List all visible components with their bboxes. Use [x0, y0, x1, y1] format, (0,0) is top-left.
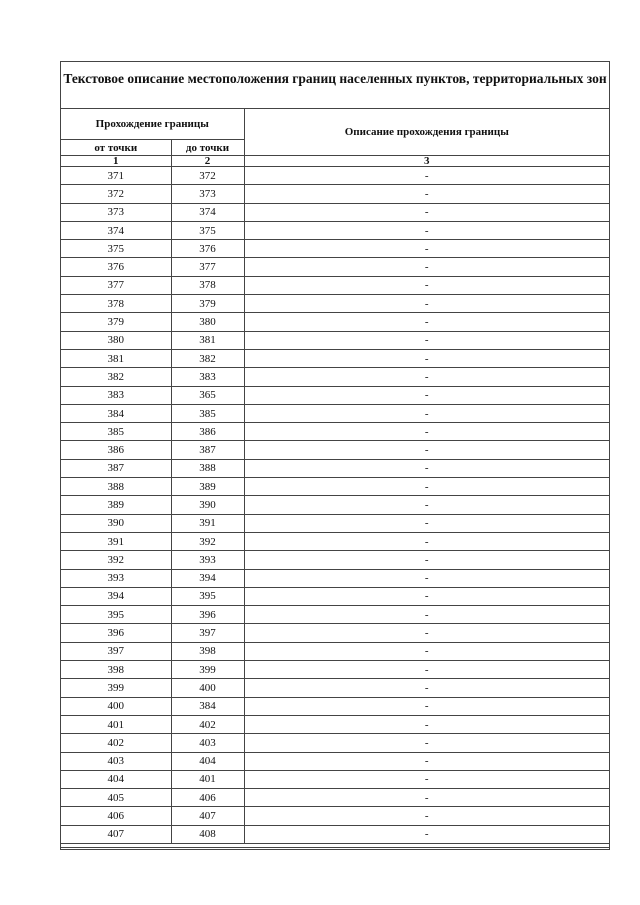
to-point-cell: 387 — [171, 441, 244, 459]
from-point-cell: 383 — [61, 386, 171, 404]
to-point-cell: 374 — [171, 203, 244, 221]
header-col3-number: 3 — [244, 156, 609, 167]
from-point-cell: 397 — [61, 642, 171, 660]
to-point-cell: 391 — [171, 514, 244, 532]
to-point-cell: 388 — [171, 459, 244, 477]
from-point-cell: 404 — [61, 770, 171, 788]
to-point-cell: 394 — [171, 569, 244, 587]
description-cell: - — [244, 606, 609, 624]
document-title: Текстовое описание местоположения границ населенных пунктов, территориальных зон — [61, 62, 609, 109]
table-row — [61, 825, 609, 843]
table-row — [61, 514, 609, 532]
from-point-cell: 388 — [61, 478, 171, 496]
description-cell: - — [244, 258, 609, 276]
table-row — [61, 770, 609, 788]
from-point-cell: 395 — [61, 606, 171, 624]
to-point-cell: 406 — [171, 789, 244, 807]
to-point-cell: 380 — [171, 313, 244, 331]
description-cell: - — [244, 221, 609, 239]
table-row — [61, 569, 609, 587]
description-cell: - — [244, 734, 609, 752]
from-point-cell: 401 — [61, 715, 171, 733]
from-point-cell: 380 — [61, 331, 171, 349]
from-point-cell: 372 — [61, 185, 171, 203]
to-point-cell: 398 — [171, 642, 244, 660]
table-row — [61, 240, 609, 258]
table-row — [61, 167, 609, 185]
table-row — [61, 496, 609, 514]
from-point-cell: 382 — [61, 368, 171, 386]
to-point-cell: 383 — [171, 368, 244, 386]
description-cell: - — [244, 349, 609, 367]
header-row-group — [61, 109, 609, 140]
description-cell: - — [244, 551, 609, 569]
description-cell: - — [244, 203, 609, 221]
table-row — [61, 807, 609, 825]
from-point-cell: 377 — [61, 276, 171, 294]
from-point-cell: 403 — [61, 752, 171, 770]
table-row — [61, 313, 609, 331]
description-cell: - — [244, 423, 609, 441]
from-point-cell: 371 — [61, 167, 171, 185]
from-point-cell: 375 — [61, 240, 171, 258]
table-row — [61, 679, 609, 697]
to-point-cell: 384 — [171, 697, 244, 715]
from-point-cell: 390 — [61, 514, 171, 532]
description-cell: - — [244, 386, 609, 404]
to-point-cell: 373 — [171, 185, 244, 203]
header-description-cell: Описание прохождения границы — [244, 109, 609, 156]
description-cell: - — [244, 825, 609, 843]
to-point-cell: 399 — [171, 661, 244, 679]
description-cell: - — [244, 770, 609, 788]
table-row — [61, 331, 609, 349]
table-row — [61, 661, 609, 679]
description-cell: - — [244, 789, 609, 807]
to-point-cell: 365 — [171, 386, 244, 404]
to-point-cell: 381 — [171, 331, 244, 349]
from-point-cell: 373 — [61, 203, 171, 221]
to-point-cell: 396 — [171, 606, 244, 624]
description-cell: - — [244, 532, 609, 550]
to-point-cell: 377 — [171, 258, 244, 276]
to-point-cell: 404 — [171, 752, 244, 770]
to-point-cell: 372 — [171, 167, 244, 185]
bottom-rule — [60, 847, 610, 848]
description-cell: - — [244, 459, 609, 477]
description-cell: - — [244, 661, 609, 679]
from-point-cell: 391 — [61, 532, 171, 550]
description-cell: - — [244, 715, 609, 733]
description-cell: - — [244, 331, 609, 349]
description-cell: - — [244, 697, 609, 715]
from-point-cell: 386 — [61, 441, 171, 459]
from-point-cell: 378 — [61, 295, 171, 313]
to-point-cell: 395 — [171, 587, 244, 605]
to-point-cell: 385 — [171, 404, 244, 422]
description-cell: - — [244, 185, 609, 203]
header-to-cell: до точки — [171, 140, 244, 156]
from-point-cell: 392 — [61, 551, 171, 569]
to-point-cell: 402 — [171, 715, 244, 733]
header-col1-number: 1 — [61, 156, 171, 167]
table-row — [61, 295, 609, 313]
description-cell: - — [244, 587, 609, 605]
table-row — [61, 386, 609, 404]
table-row — [61, 368, 609, 386]
description-cell: - — [244, 313, 609, 331]
header-group-cell: Прохождение границы — [61, 109, 244, 140]
from-point-cell: 381 — [61, 349, 171, 367]
description-cell: - — [244, 368, 609, 386]
table-row — [61, 587, 609, 605]
to-point-cell: 376 — [171, 240, 244, 258]
from-point-cell: 389 — [61, 496, 171, 514]
table-row — [61, 734, 609, 752]
boundary-table — [61, 109, 609, 844]
to-point-cell: 379 — [171, 295, 244, 313]
table-row — [61, 423, 609, 441]
header-row-numbers — [61, 156, 609, 167]
from-point-cell: 405 — [61, 789, 171, 807]
to-point-cell: 389 — [171, 478, 244, 496]
description-cell: - — [244, 276, 609, 294]
description-cell: - — [244, 807, 609, 825]
to-point-cell: 401 — [171, 770, 244, 788]
table-row — [61, 715, 609, 733]
description-cell: - — [244, 496, 609, 514]
description-cell: - — [244, 167, 609, 185]
table-row — [61, 642, 609, 660]
to-point-cell: 407 — [171, 807, 244, 825]
description-cell: - — [244, 642, 609, 660]
from-point-cell: 393 — [61, 569, 171, 587]
table-row — [61, 258, 609, 276]
description-cell: - — [244, 441, 609, 459]
from-point-cell: 399 — [61, 679, 171, 697]
to-point-cell: 403 — [171, 734, 244, 752]
table-row — [61, 349, 609, 367]
to-point-cell: 390 — [171, 496, 244, 514]
table-row — [61, 789, 609, 807]
table-row — [61, 551, 609, 569]
document-frame — [60, 61, 610, 850]
table-row — [61, 185, 609, 203]
description-cell: - — [244, 569, 609, 587]
to-point-cell: 382 — [171, 349, 244, 367]
to-point-cell: 378 — [171, 276, 244, 294]
to-point-cell: 375 — [171, 221, 244, 239]
table-row — [61, 276, 609, 294]
description-cell: - — [244, 240, 609, 258]
table-row — [61, 478, 609, 496]
from-point-cell: 385 — [61, 423, 171, 441]
description-cell: - — [244, 624, 609, 642]
description-cell: - — [244, 679, 609, 697]
to-point-cell: 397 — [171, 624, 244, 642]
description-cell: - — [244, 295, 609, 313]
table-row — [61, 441, 609, 459]
from-point-cell: 407 — [61, 825, 171, 843]
description-cell: - — [244, 404, 609, 422]
header-from-cell: от точки — [61, 140, 171, 156]
from-point-cell: 374 — [61, 221, 171, 239]
from-point-cell: 387 — [61, 459, 171, 477]
from-point-cell: 394 — [61, 587, 171, 605]
table-row — [61, 203, 609, 221]
from-point-cell: 384 — [61, 404, 171, 422]
from-point-cell: 402 — [61, 734, 171, 752]
description-cell: - — [244, 752, 609, 770]
table-row — [61, 697, 609, 715]
table-row — [61, 606, 609, 624]
to-point-cell: 392 — [171, 532, 244, 550]
to-point-cell: 408 — [171, 825, 244, 843]
table-row — [61, 459, 609, 477]
to-point-cell: 393 — [171, 551, 244, 569]
table-row — [61, 221, 609, 239]
from-point-cell: 379 — [61, 313, 171, 331]
table-row — [61, 624, 609, 642]
from-point-cell: 398 — [61, 661, 171, 679]
from-point-cell: 396 — [61, 624, 171, 642]
to-point-cell: 386 — [171, 423, 244, 441]
from-point-cell: 400 — [61, 697, 171, 715]
header-col2-number: 2 — [171, 156, 244, 167]
from-point-cell: 406 — [61, 807, 171, 825]
description-cell: - — [244, 514, 609, 532]
table-row — [61, 752, 609, 770]
table-row — [61, 404, 609, 422]
table-row — [61, 532, 609, 550]
to-point-cell: 400 — [171, 679, 244, 697]
from-point-cell: 376 — [61, 258, 171, 276]
description-cell: - — [244, 478, 609, 496]
